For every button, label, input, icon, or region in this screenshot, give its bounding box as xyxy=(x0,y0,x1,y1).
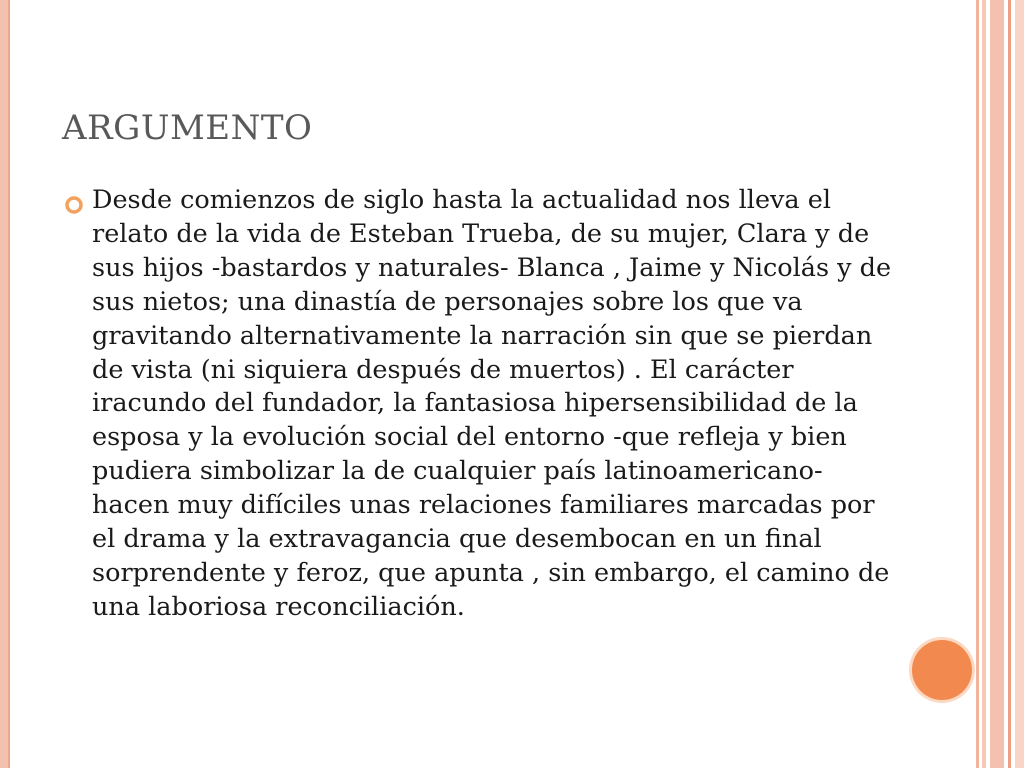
right-stripe-decoration xyxy=(982,0,986,768)
circle-bullet-icon xyxy=(62,184,92,220)
slide-title: ARGUMENTO xyxy=(62,108,313,148)
slide-content xyxy=(62,184,902,625)
right-stripe-decoration xyxy=(976,0,979,768)
bullet-text: Desde comienzos de siglo hasta la actualidad nos lleva el relato de la vida de Esteban Trueba, de su mujer, Clara y de sus hijos -bastardos y naturales- Blanca , Jaime y Nicolás y de sus nietos; una dinastía de personajes sobre los que va gravitando alternativamente la narración sin que se pierdan de vista (ni siquiera después de muertos) . El carácter iracundo del fundador, la fantasiosa hipersensibilidad de la esposa y la evolución social del entorno -que refleja y bien pudiera simbolizar la de cualquier país latinoamericano- hacen muy difíciles unas relaciones familiares marcadas por el drama y la extravagancia que desembocan en un final sorprendente y feroz, que apunta , sin embargo, el camino de una laboriosa reconciliación. xyxy=(92,185,892,622)
orange-circle-decoration xyxy=(912,640,972,700)
bullet-item xyxy=(62,184,902,625)
right-stripe-decoration xyxy=(990,0,1004,768)
left-border-decoration xyxy=(0,0,8,768)
right-stripe-decoration xyxy=(1008,0,1011,768)
right-stripe-decoration xyxy=(1015,0,1024,768)
